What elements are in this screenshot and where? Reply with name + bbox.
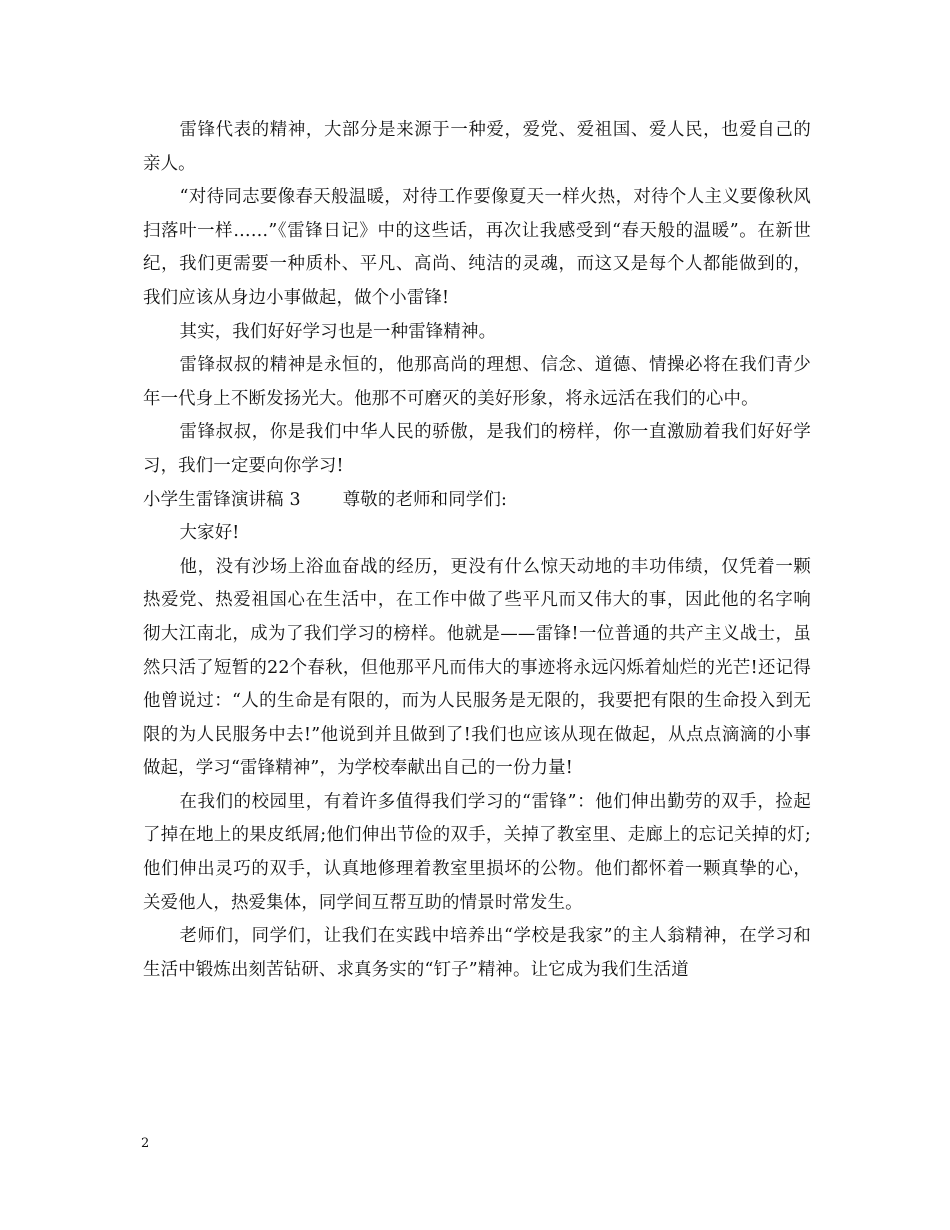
speech-paragraph-2: 在我们的校园里，有着许多值得我们学习的“雷锋”：他们伸出勤劳的双手，捡起了掉在地上的果皮纸屑;他们伸出节俭的双手，关掉了教室里、走廊上的忘记关掉的灯;他们伸出灵巧的双手，认真地修理着教室里损坏的公物。他们都怀着一颗真挚的心，关爱他人，热爱集体，同学间互帮互助的情景时常发生。 xyxy=(143,791,811,913)
section-heading-line xyxy=(143,484,811,518)
paragraph-5: 雷锋叔叔，你是我们中华人民的骄傲，是我们的榜样，你一直激励着我们好好学习，我们一定要向你学习! xyxy=(143,422,811,476)
paragraph-1: 雷锋代表的精神，大部分是来源于一种爱，爱党、爱祖国、爱人民，也爱自己的亲人。 xyxy=(143,120,811,174)
paragraph-3: 其实，我们好好学习也是一种雷锋精神。 xyxy=(179,321,497,342)
greeting: 大家好! xyxy=(179,523,240,544)
page-number: 2 xyxy=(141,1136,150,1151)
speech-paragraph-3: 老师们，同学们，让我们在实践中培养出“学校是我家”的主人翁精神，在学习和生活中锻炼出刻苦钻研、求真务实的“钉子”精神。让它成为我们生活道 xyxy=(143,926,811,980)
document-body xyxy=(143,114,811,987)
speech-paragraph-1: 他，没有沙场上浴血奋战的经历，更没有什么惊天动地的丰功伟绩，仅凭着一颗热爱党、热爱祖国心在生活中，在工作中做了些平凡而又伟大的事，因此他的名字响彻大江南北，成为了我们学习的榜样。他就是——雷锋!一位普通的共产主义战士，虽然只活了短暂的22个春秋，但他那平凡而伟大的事迹将永远闪烁着灿烂的光芒!还记得他曾说过：“人的生命是有限的，而为人民服务是无限的，我要把有限的生命投入到无限的为人民服务中去!”他说到并且做到了!我们也应该从现在做起，从点点滴滴的小事做起，学习“雷锋精神”，为学校奉献出自己的一份力量! xyxy=(143,556,811,779)
section-title: 小学生雷锋演讲稿 3 xyxy=(143,489,301,510)
paragraph-2: “对待同志要像春天般温暖，对待工作要像夏天一样火热，对待个人主义要像秋风扫落叶一样……”《雷锋日记》中的这些话，再次让我感受到“春天般的温暖”。在新世纪，我们更需要一种质朴、平凡、高尚、纯洁的灵魂，而这又是每个人都能做到的，我们应该从身边小事做起，做个小雷锋! xyxy=(143,187,811,308)
salutation: 尊敬的老师和同学们: xyxy=(342,489,508,510)
paragraph-4: 雷锋叔叔的精神是永恒的，他那高尚的理想、信念、道德、情操必将在我们青少年一代身上不断发扬光大。他那不可磨灭的美好形象，将永远活在我们的心中。 xyxy=(143,355,811,409)
